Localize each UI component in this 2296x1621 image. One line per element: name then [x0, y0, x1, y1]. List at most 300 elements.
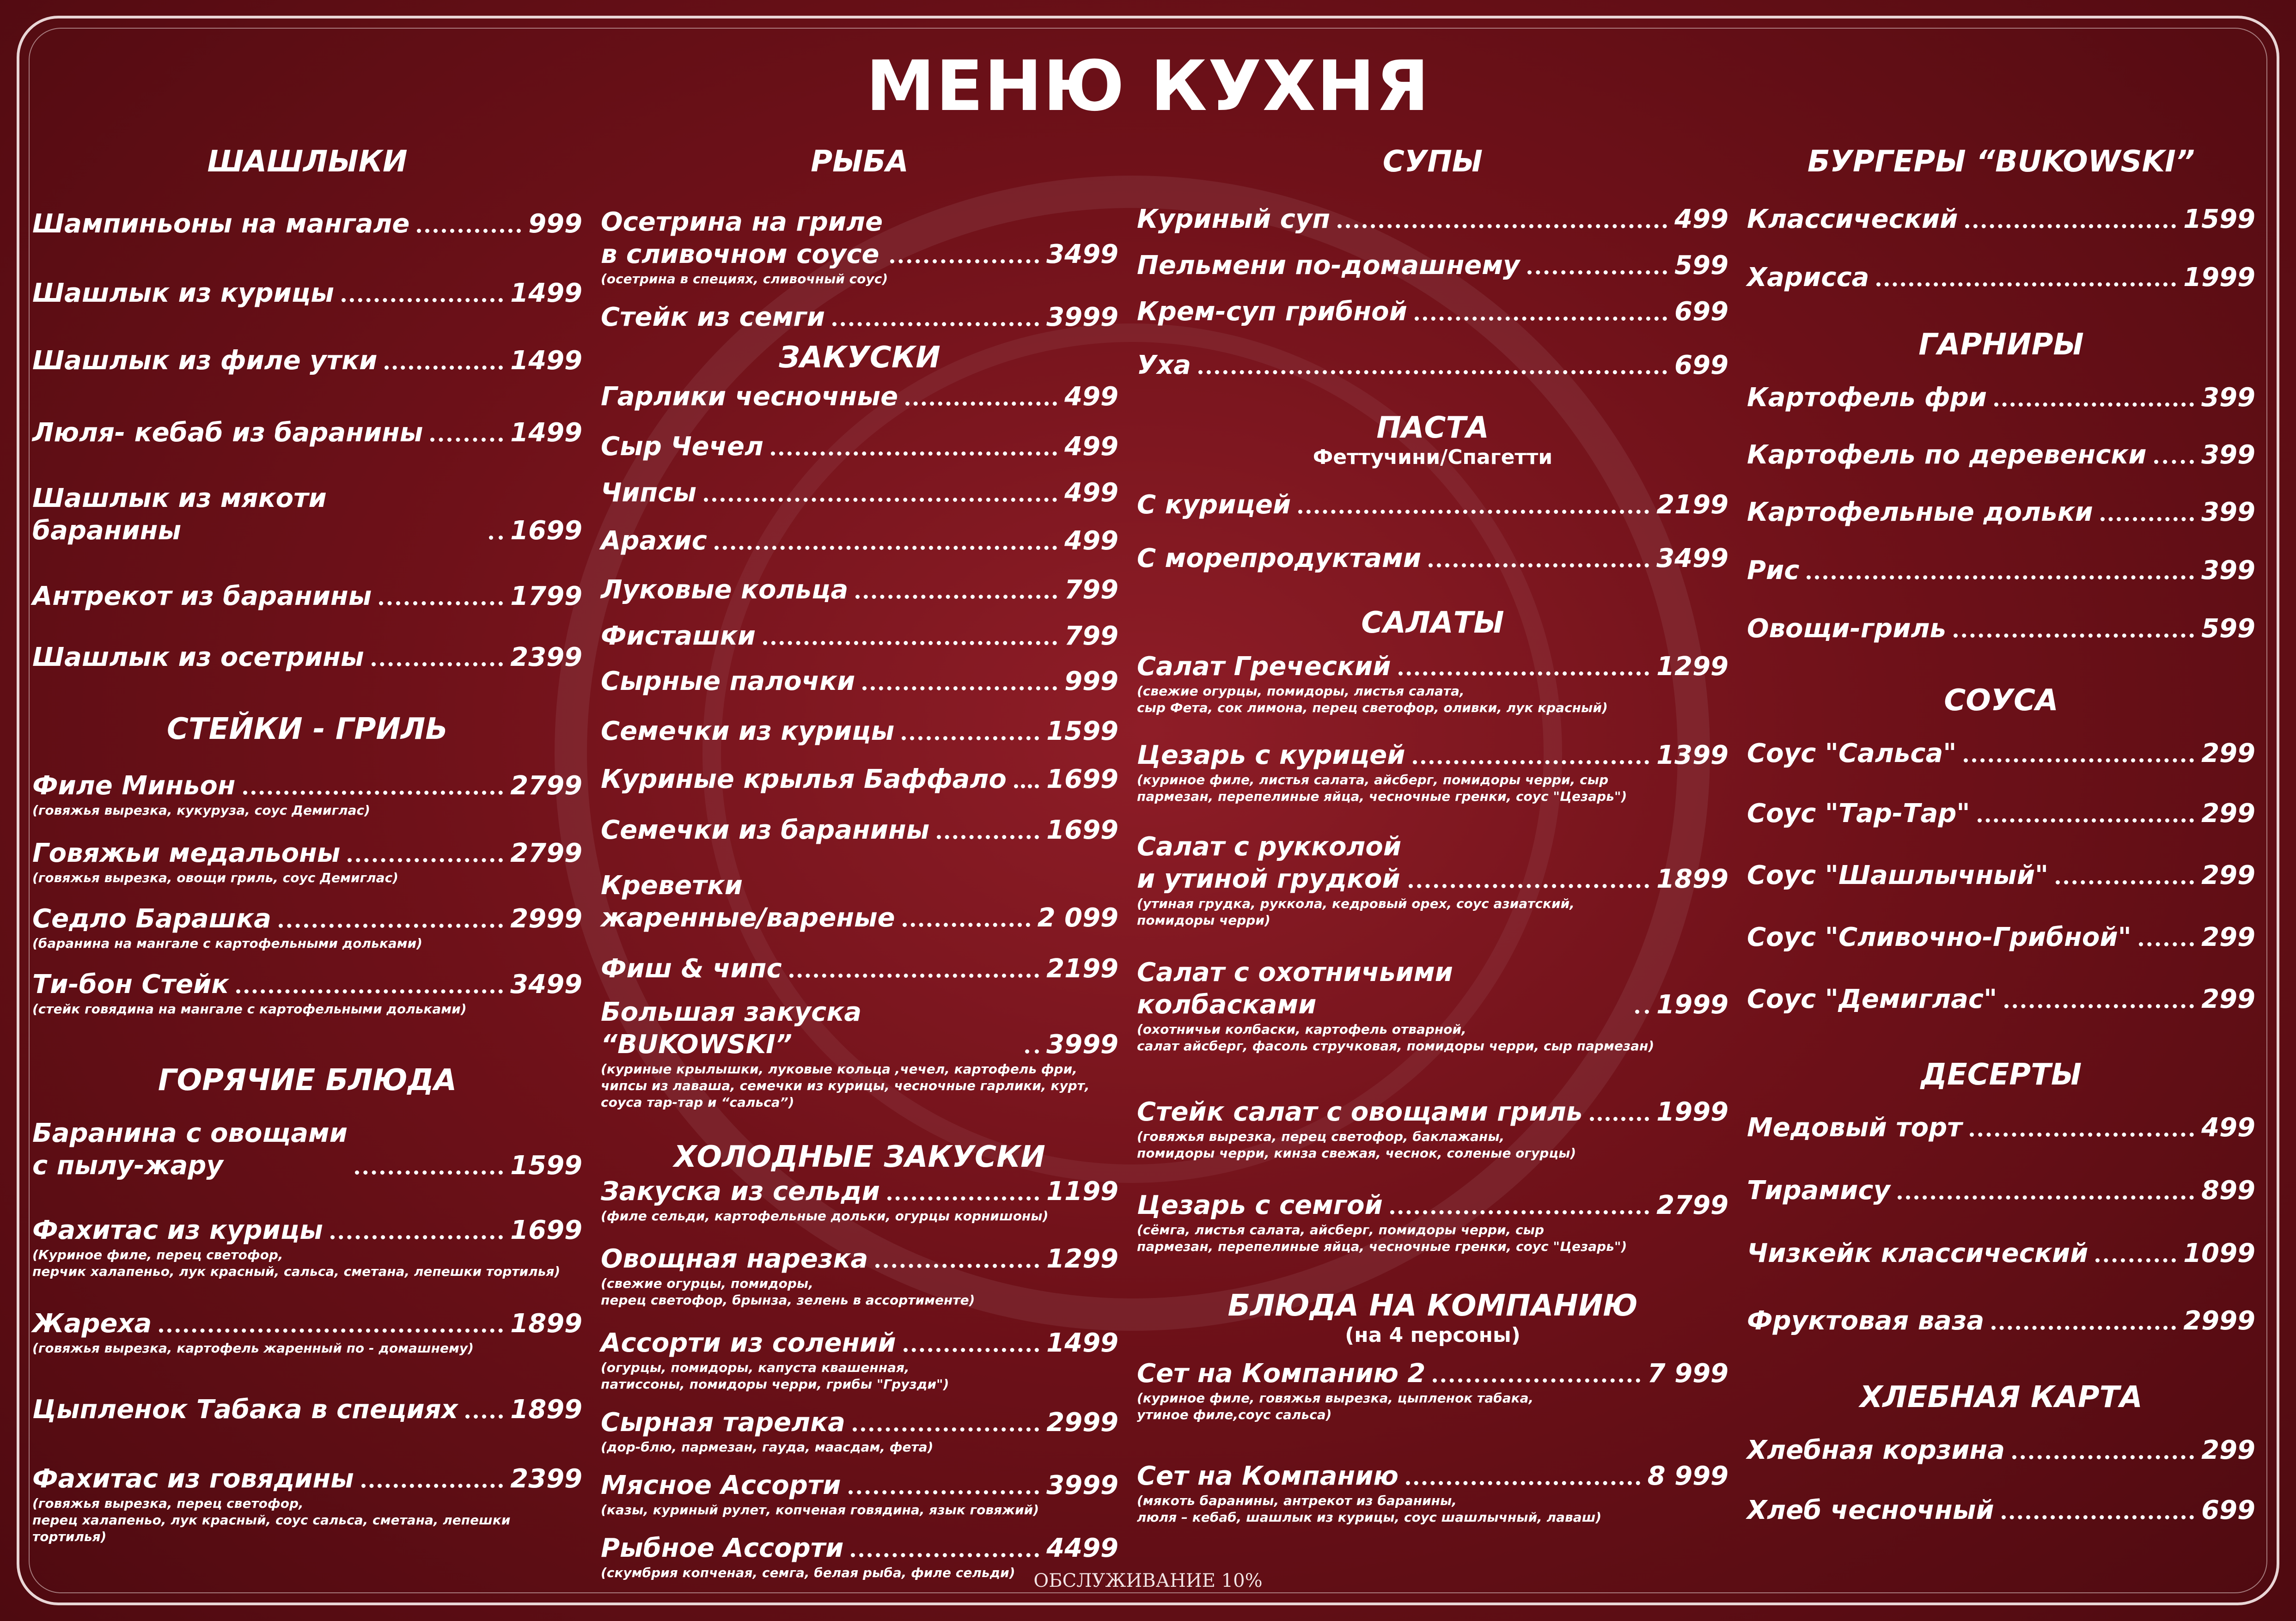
menu-item	[1747, 859, 2255, 892]
item-name: Закуска из сельди	[601, 1176, 880, 1207]
item-description: (куриные крылышки, луковые кольца ,чечел, картофель фри, чипсы из лаваша, семечки из курицы, чесночные гарлики, курт, соуса тар-тар и “сальса”)	[601, 1061, 1090, 1110]
item-price: 599	[1674, 250, 1728, 280]
dot-leader	[417, 229, 521, 233]
item-price: 2799	[510, 771, 582, 801]
menu-item	[32, 903, 582, 952]
menu-section	[1747, 326, 2255, 645]
menu-item	[32, 1463, 582, 1545]
item-name: Пельмени по-домашнему	[1137, 250, 1520, 280]
menu-item	[1137, 203, 1728, 236]
menu-item	[32, 1117, 582, 1182]
dot-leader	[1406, 1481, 1640, 1485]
menu-item	[601, 301, 1118, 334]
menu-item	[601, 1243, 1118, 1309]
menu-section	[1137, 604, 1728, 1255]
item-name: Рыбное Ассорти	[601, 1533, 844, 1563]
menu-item	[1747, 262, 2255, 294]
item-description: (говяжья вырезка, перец светофор, баклажаны, помидоры черри, кинза свежая, чеснок, соленые огурцы)	[1137, 1129, 1576, 1161]
dot-leader	[704, 498, 1057, 502]
dot-leader	[330, 1235, 503, 1239]
item-name: Фахитас из курицы	[32, 1215, 323, 1245]
menu-item	[601, 763, 1118, 796]
menu-item	[601, 1469, 1118, 1518]
dot-leader	[763, 641, 1057, 645]
section-title: СТЕЙКИ - ГРИЛЬ	[166, 712, 448, 746]
item-name: Картофель фри	[1747, 383, 1987, 413]
item-price: 299	[2201, 922, 2255, 952]
item-name: Соус "Шашлычный"	[1747, 860, 2049, 890]
item-name: Тирамису	[1747, 1176, 1891, 1206]
item-price: 399	[2201, 497, 2255, 527]
menu-item	[1747, 1305, 2255, 1337]
dot-leader	[890, 259, 1039, 263]
menu-item	[1137, 250, 1728, 282]
item-name: Осетрина на гриле в сливочном соусе	[601, 207, 883, 269]
item-price: 1299	[1656, 652, 1728, 682]
item-description: (стейк говядина на мангале с картофельными дольками)	[32, 1001, 467, 1017]
dot-leader	[937, 835, 1039, 839]
item-price: 499	[1064, 432, 1118, 462]
menu-section	[1747, 1379, 2255, 1527]
menu-item	[1747, 1494, 2255, 1527]
item-name: Шашлык из курицы	[32, 278, 334, 308]
dot-leader	[1954, 634, 2194, 638]
item-name: Соус "Демиглас"	[1747, 984, 1997, 1014]
item-price: 799	[1064, 575, 1118, 605]
item-price: 1599	[1046, 716, 1118, 746]
dot-leader	[903, 923, 1030, 927]
item-description: (осетрина в специях, сливочный соус)	[601, 271, 888, 286]
item-price: 399	[2201, 440, 2255, 470]
section-title: РЫБА	[811, 145, 909, 179]
dot-leader	[2101, 517, 2194, 521]
dot-leader	[904, 1348, 1039, 1352]
dot-leader	[1876, 282, 2176, 286]
item-name: С курицей	[1137, 490, 1291, 520]
item-name: Антрекот из баранины	[32, 581, 372, 611]
menu-item	[1747, 496, 2255, 529]
item-description: (огурцы, помидоры, капуста квашенная, патиссоны, помидоры черри, грибы "Грузди")	[601, 1360, 949, 1392]
item-description: (свежие огурцы, помидоры, перец светофор, брынза, зелень в ассортименте)	[601, 1276, 975, 1308]
dot-leader	[1635, 1010, 1649, 1014]
dot-leader	[832, 322, 1039, 326]
item-description: (говяжья вырезка, перец светофор, перец халапеньо, лук красный, соус сальса, сметана, лепешки тортилья)	[32, 1496, 511, 1544]
dot-leader	[1014, 784, 1039, 788]
item-name: Сет на Компанию 2	[1137, 1359, 1426, 1389]
dot-leader	[1409, 884, 1649, 888]
dot-leader	[853, 1427, 1039, 1432]
item-price: 1899	[1656, 864, 1728, 894]
item-name: Овощи-гриль	[1747, 614, 1946, 644]
item-name: Соус "Сальса"	[1747, 738, 1957, 768]
item-price: 299	[2201, 798, 2255, 829]
item-price: 1099	[2183, 1238, 2255, 1268]
dot-leader	[465, 1414, 503, 1419]
item-name: Крем-суп грибной	[1137, 297, 1407, 327]
dot-leader	[902, 736, 1039, 740]
dot-leader	[1025, 1049, 1039, 1054]
item-name: Шампиньоны на мангале	[32, 209, 410, 239]
menu-item	[32, 969, 582, 1018]
item-name: Креветки жаренные/вареные	[601, 871, 895, 933]
menu-item	[601, 431, 1118, 463]
item-name: Седло Барашка	[32, 904, 271, 934]
item-description: (скумбрия копченая, семга, белая рыба, филе сельди)	[601, 1565, 1015, 1580]
item-price: 299	[2201, 984, 2255, 1014]
menu-item	[1747, 1175, 2255, 1207]
menu-item	[1137, 831, 1728, 929]
item-name: Классический	[1747, 204, 1958, 234]
dot-leader	[1527, 270, 1667, 274]
item-name: Шашлык из осетрины	[32, 642, 364, 672]
item-price: 1999	[2183, 262, 2255, 293]
menu-section	[32, 1062, 582, 1545]
menu-section	[1137, 1287, 1728, 1526]
item-name: Куриные крылья Баффало	[601, 764, 1007, 794]
item-name: Фруктовая ваза	[1747, 1306, 1985, 1336]
item-price: 399	[2201, 383, 2255, 413]
menu-item	[1747, 921, 2255, 954]
item-name: Луковые кольца	[601, 575, 849, 605]
section-title: ГАРНИРЫ	[1918, 328, 2084, 362]
item-price: 1699	[510, 1215, 582, 1245]
item-price: 3499	[1046, 239, 1118, 269]
item-price: 299	[2201, 1435, 2255, 1465]
menu-section	[1747, 143, 2255, 294]
item-price: 1299	[1046, 1244, 1118, 1274]
item-description: (говяжья вырезка, овощи гриль, соус Демиглас)	[32, 870, 398, 885]
item-price: 2799	[510, 838, 582, 868]
item-price: 499	[1064, 478, 1118, 508]
item-description: (говяжья вырезка, картофель жаренный по - домашнему)	[32, 1341, 474, 1356]
item-name: Цезарь с семгой	[1137, 1190, 1383, 1220]
item-price: 2999	[1046, 1408, 1118, 1438]
item-name: Цезарь с курицей	[1137, 740, 1405, 770]
item-name: Уха	[1137, 350, 1191, 380]
menu-item	[1747, 983, 2255, 1016]
item-name: Рис	[1747, 555, 1800, 585]
item-price: 3999	[1046, 1030, 1118, 1060]
dot-leader	[1433, 1378, 1640, 1383]
dot-leader	[372, 662, 503, 666]
item-name: Шашлык из мякоти баранины	[32, 483, 327, 546]
dot-leader	[379, 601, 503, 605]
menu-section	[1137, 409, 1728, 575]
menu-item	[601, 206, 1118, 287]
item-price: 2399	[510, 1464, 582, 1494]
item-price: 1899	[510, 1395, 582, 1425]
item-name: Соус "Сливочно-Грибной"	[1747, 922, 2131, 952]
menu-item	[601, 620, 1118, 652]
dot-leader	[714, 546, 1057, 550]
item-name: Семечки из курицы	[601, 716, 895, 746]
item-name: Люля- кебаб из баранины	[32, 418, 423, 448]
section-title: ХЛЕБНАЯ КАРТА	[1860, 1380, 2143, 1414]
dot-leader	[1970, 1133, 2194, 1137]
item-price: 699	[2201, 1495, 2255, 1525]
item-name: Говяжьи медальоны	[32, 838, 341, 868]
section-title: ПАСТА	[1376, 411, 1489, 445]
item-price: 599	[2201, 614, 2255, 644]
item-description: (сёмга, листья салата, айсберг, помидоры черри, сыр пармезан, перепелиные яйца, чесночные гренки, соус "Цезарь")	[1137, 1222, 1627, 1254]
item-price: 1999	[1656, 1097, 1728, 1127]
dot-leader	[243, 791, 503, 795]
menu-item	[601, 953, 1118, 985]
menu-item	[32, 345, 582, 377]
menu-item	[1137, 957, 1728, 1054]
item-description: (Куриное филе, перец светофор, перчик халапеньо, лук красный, сальса, сметана, лепешки тортилья)	[32, 1247, 561, 1279]
item-name: Ти-бон Стейк	[32, 969, 229, 999]
dot-leader	[1337, 224, 1667, 228]
dot-leader	[355, 1170, 503, 1175]
menu-item	[601, 1327, 1118, 1393]
dot-leader	[1898, 1195, 2194, 1200]
item-name: Семечки из баранины	[601, 815, 930, 845]
item-description: (утиная грудка, руккола, кедровый орех, соус азиатский, помидоры черри)	[1137, 896, 1575, 928]
dot-leader	[887, 1196, 1039, 1201]
item-price: 899	[2201, 1176, 2255, 1206]
menu-item	[1137, 1358, 1728, 1423]
item-description: (свежие огурцы, помидоры, листья салата, сыр Фета, сок лимона, перец светофор, оливки, лук красный)	[1137, 683, 1608, 715]
section-title: ДЕСЕРТЫ	[1920, 1058, 2082, 1092]
dot-leader	[862, 686, 1057, 690]
section-subtitle: Феттучини/Спагетти	[1313, 445, 1553, 469]
menu-item	[32, 770, 582, 819]
item-price: 1699	[1046, 764, 1118, 794]
dot-leader	[855, 595, 1057, 599]
dot-leader	[1978, 818, 2194, 823]
dot-leader	[2154, 460, 2194, 464]
section-title: БУРГЕРЫ “BUKOWSKI”	[1807, 145, 2195, 179]
item-price: 3999	[1046, 302, 1118, 332]
item-price: 3499	[1656, 543, 1728, 573]
section-title: СУПЫ	[1382, 145, 1483, 179]
item-name: Картофель по деревенски	[1747, 440, 2147, 470]
item-name: Салат Греческий	[1137, 652, 1391, 682]
item-price: 499	[2201, 1113, 2255, 1143]
section-title: ХОЛОДНЫЕ ЗАКУСКИ	[674, 1140, 1045, 1174]
dot-leader	[1991, 1326, 2176, 1330]
menu-item	[32, 417, 582, 449]
item-price: 1499	[510, 346, 582, 376]
menu-item	[601, 870, 1118, 934]
item-price: 2399	[510, 642, 582, 672]
dot-leader	[2056, 880, 2194, 884]
menu-section	[601, 143, 1118, 334]
item-name: Медовый торт	[1747, 1113, 1962, 1143]
dot-leader	[361, 1484, 503, 1488]
menu-item	[1747, 1237, 2255, 1270]
item-price: 1899	[510, 1309, 582, 1339]
item-price: 1699	[510, 516, 582, 546]
dot-leader	[1807, 575, 2194, 579]
item-name: С морепродуктами	[1137, 543, 1422, 573]
menu-item	[1747, 798, 2255, 830]
menu-item	[601, 715, 1118, 748]
item-name: Овощная нарезка	[601, 1244, 868, 1274]
item-name: Шашлык из филе утки	[32, 346, 378, 376]
dot-leader	[489, 536, 503, 540]
item-price: 2799	[1656, 1190, 1728, 1220]
item-name: Хлеб чесночный	[1747, 1495, 1994, 1525]
item-price: 2 099	[1037, 903, 1118, 933]
item-name: Фахитас из говядины	[32, 1464, 354, 1494]
dot-leader	[1964, 758, 2194, 762]
dot-leader	[1590, 1117, 1649, 1121]
item-description: (казы, куриный рулет, копченая говядина, язык говяжий)	[601, 1502, 1039, 1517]
item-price: 2199	[1046, 954, 1118, 984]
item-name: Стейк салат с овощами гриль	[1137, 1097, 1583, 1127]
dot-leader	[2139, 942, 2194, 946]
item-price: 499	[1674, 204, 1728, 234]
dot-leader	[1198, 370, 1667, 374]
item-price: 2999	[2183, 1306, 2255, 1336]
menu-item	[601, 477, 1118, 509]
menu-item	[1747, 737, 2255, 770]
item-name: Филе Миньон	[32, 771, 236, 801]
item-name: Чипсы	[601, 478, 697, 508]
item-name: Гарлики чесночные	[601, 382, 898, 412]
menu-item	[1747, 1112, 2255, 1144]
menu-item	[601, 1176, 1118, 1225]
section-subtitle: (на 4 персоны)	[1345, 1323, 1520, 1347]
menu-column-4	[1747, 143, 2255, 1527]
item-price: 3499	[510, 969, 582, 999]
item-price: 799	[1064, 621, 1118, 651]
dot-leader	[849, 1490, 1039, 1494]
dot-leader	[1965, 224, 2176, 228]
menu-item	[1747, 382, 2255, 414]
item-price: 3999	[1046, 1470, 1118, 1500]
item-name: Ассорти из солений	[601, 1328, 896, 1358]
item-price: 2199	[1656, 490, 1728, 520]
item-description: (филе сельди, картофельные дольки, огурцы корнишоны)	[601, 1208, 1049, 1224]
item-description: (мякоть баранины, антрекот из баранины, люля – кебаб, шашлык из курицы, соус шашлычный, лаваш)	[1137, 1493, 1602, 1525]
item-price: 1599	[2183, 204, 2255, 234]
section-title: БЛЮДА НА КОМПАНИЮ	[1227, 1289, 1638, 1323]
menu-item	[32, 1308, 582, 1357]
item-description: (дор-блю, пармезан, гауда, маасдам, фета)	[601, 1439, 934, 1455]
dot-leader	[1413, 760, 1649, 764]
menu-item	[1747, 203, 2255, 236]
dot-leader	[771, 451, 1057, 456]
menu-section	[601, 339, 1118, 1111]
menu-item	[601, 814, 1118, 847]
item-description: (говяжья вырезка, кукуруза, соус Демиглас)	[32, 803, 370, 818]
menu-item	[601, 574, 1118, 606]
menu-column-2	[601, 143, 1118, 1581]
dot-leader	[905, 402, 1057, 406]
menu-item	[1747, 613, 2255, 645]
menu-item	[601, 381, 1118, 413]
item-name: Фиш & чипс	[601, 954, 782, 984]
dot-leader	[789, 974, 1039, 978]
menu-item	[1137, 651, 1728, 716]
menu-item	[1747, 555, 2255, 587]
item-price: 1699	[1046, 815, 1118, 845]
dot-leader	[236, 989, 503, 993]
menu-item	[32, 1214, 582, 1280]
item-name: Харисса	[1747, 262, 1869, 293]
item-price: 699	[1674, 350, 1728, 380]
menu-item	[601, 665, 1118, 698]
menu-column-3	[1137, 143, 1728, 1526]
dot-leader	[2095, 1258, 2176, 1262]
menu-section	[1747, 1056, 2255, 1337]
item-name: Баранина с овощами с пылу-жару	[32, 1118, 348, 1181]
item-price: 499	[1064, 526, 1118, 556]
dot-leader	[348, 858, 503, 862]
dot-leader	[1398, 671, 1649, 676]
dot-leader	[385, 366, 503, 370]
menu-item	[32, 837, 582, 886]
item-name: Мясное Ассорти	[601, 1470, 841, 1500]
menu-section	[601, 1139, 1118, 1581]
item-price: 1799	[510, 581, 582, 611]
item-price: 4499	[1046, 1533, 1118, 1563]
dot-leader	[1298, 510, 1649, 514]
item-name: Сыр Чечел	[601, 432, 763, 462]
item-price: 699	[1674, 297, 1728, 327]
menu-item	[1137, 489, 1728, 521]
item-name: Сырные палочки	[601, 666, 855, 696]
item-name: Салат с рукколой и утиной грудкой	[1137, 832, 1402, 894]
item-description: (куриное филе, листья салата, айсберг, помидоры черри, сыр пармезан, перепелиные яйца, чесночные гренки, соус "Цезарь")	[1137, 772, 1627, 804]
item-description: (баранина на мангале с картофельными дольками)	[32, 936, 422, 951]
item-price: 1599	[510, 1151, 582, 1181]
menu-item	[1137, 739, 1728, 805]
menu-item	[32, 208, 582, 240]
item-name: Арахис	[601, 526, 707, 556]
item-name: Большая закуска “BUKOWSKI”	[601, 997, 862, 1060]
item-name: Сет на Компанию	[1137, 1461, 1398, 1491]
menu-section	[32, 711, 582, 1018]
section-title: ЗАКУСКИ	[779, 341, 940, 375]
item-name: Цыпленок Табака в специях	[32, 1395, 458, 1425]
dot-leader	[875, 1264, 1039, 1268]
dot-leader	[2012, 1455, 2194, 1459]
dot-leader	[1415, 317, 1667, 321]
item-price: 1499	[1046, 1328, 1118, 1358]
section-title: ГОРЯЧИЕ БЛЮДА	[158, 1063, 457, 1097]
item-price: 8 999	[1647, 1461, 1728, 1491]
menu-item	[601, 996, 1118, 1111]
section-title: САЛАТЫ	[1361, 606, 1504, 640]
item-name: Куриный суп	[1137, 204, 1331, 234]
item-name: Стейк из семги	[601, 302, 825, 332]
item-name: Соус "Тар-Тар"	[1747, 798, 1970, 829]
item-name: Хлебная корзина	[1747, 1435, 2005, 1465]
item-price: 299	[2201, 738, 2255, 768]
dot-leader	[430, 438, 503, 442]
dot-leader	[1994, 402, 2194, 407]
menu-section	[1137, 143, 1728, 382]
service-charge-note: ОБСЛУЖИВАНИЕ 10%	[1033, 1570, 1263, 1591]
dot-leader	[2002, 1515, 2194, 1519]
menu-item	[1137, 542, 1728, 575]
item-name: Фисташки	[601, 621, 756, 651]
item-description: (куриное филе, говяжья вырезка, цыпленок табака, утиное филе,соус сальса)	[1137, 1390, 1534, 1422]
menu-title: МЕНЮ КУХНЯ	[866, 46, 1430, 127]
item-price: 2999	[510, 904, 582, 934]
item-price: 499	[1064, 382, 1118, 412]
dot-leader	[159, 1328, 503, 1333]
menu-item	[32, 1394, 582, 1426]
item-price: 999	[1064, 666, 1118, 696]
menu-item	[601, 525, 1118, 557]
menu-item	[32, 641, 582, 674]
item-price: 1499	[510, 278, 582, 308]
